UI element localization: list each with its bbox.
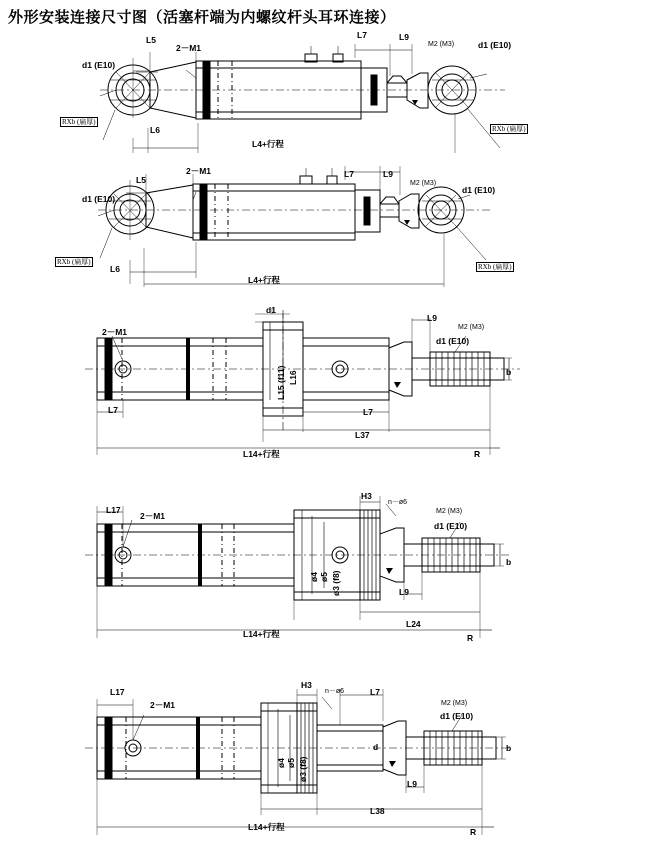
dim-label-o3-f8-5: ø3 (f8) — [298, 756, 308, 782]
note-RXb-left-2: RXb (扁厚) — [57, 258, 91, 266]
dim-label-L9-4: L9 — [399, 587, 409, 597]
dim-label-L15-f11: L15 (f11) — [276, 365, 286, 400]
note-RXb-right: RXb (扁厚) — [492, 125, 526, 133]
dim-label-R-5: R — [470, 827, 477, 837]
figure-1-clevis-mount — [0, 28, 650, 153]
dim-label-M2M3: M2 (M3) — [428, 41, 455, 48]
dim-label-2M1-3: 2－M1 — [102, 327, 128, 337]
dim-label-L16: L16 — [288, 370, 298, 385]
dim-label-L24: L24 — [406, 619, 421, 629]
dim-label-L14-stroke-3: L14+行程 — [243, 449, 280, 459]
page-title: 外形安装连接尺寸图（活塞杆端为内螺纹杆头耳环连接） — [8, 10, 396, 26]
dim-label-d1-E10-right-2: d1 (E10) — [462, 185, 496, 195]
dim-label-b-3: b — [506, 367, 512, 377]
dim-label-M2M3-4: M2 (M3) — [436, 508, 463, 515]
dim-label-R-4: R — [467, 633, 474, 643]
note-RXb-left: RXb (扁厚) — [62, 118, 96, 126]
dim-label-L7: L7 — [357, 30, 367, 40]
dim-label-2M1: 2－M1 — [176, 43, 202, 53]
figure-2-clevis-mount-variant — [0, 162, 650, 287]
figure-4-rear-flange-mount — [0, 488, 650, 653]
dim-label-d1-E10-left-2: d1 (E10) — [82, 194, 116, 204]
figure-5-intermediate-flange-mount — [0, 675, 650, 853]
dim-label-o4-4: ø4 — [309, 572, 319, 582]
dim-label-2M1-4: 2－M1 — [140, 511, 166, 521]
dim-label-o5-5: ø5 — [286, 758, 296, 768]
dim-label-L9-2: L9 — [383, 169, 393, 179]
dim-label-2M1-2: 2－M1 — [186, 166, 212, 176]
dim-label-L4-stroke-2: L4+行程 — [248, 275, 280, 285]
dim-label-L14-stroke-4: L14+行程 — [243, 629, 280, 639]
dim-label-L7-3: L7 — [363, 407, 373, 417]
figure-3-front-flange-mount — [0, 300, 650, 470]
dim-label-L17-4: L17 — [106, 505, 121, 515]
dim-label-M2M3-2: M2 (M3) — [410, 180, 437, 187]
dim-label-d1-E10-4: d1 (E10) — [434, 521, 468, 531]
dim-label-M2M3-3: M2 (M3) — [458, 324, 485, 331]
dim-label-n-o6-5: n－ø6 — [325, 688, 345, 695]
dim-label-d1-E10-right: d1 (E10) — [478, 40, 512, 50]
dim-label-d1-E10-3: d1 (E10) — [436, 336, 470, 346]
dim-label-d-5: d — [373, 742, 379, 752]
dim-label-d1-E10-5: d1 (E10) — [440, 711, 474, 721]
note-RXb-right-2: RXb (扁厚) — [478, 263, 512, 271]
dim-label-L37: L37 — [355, 430, 370, 440]
dim-label-L17-5: L17 — [110, 687, 125, 697]
dim-label-L5: L5 — [146, 35, 156, 45]
dim-label-2M1-5: 2－M1 — [150, 700, 176, 710]
dim-label-L4-stroke: L4+行程 — [252, 139, 284, 149]
dim-label-L9: L9 — [399, 32, 409, 42]
dim-label-L7-3b: L7 — [108, 405, 118, 415]
dim-label-d1-3: d1 — [266, 305, 276, 315]
dim-label-R-3: R — [474, 449, 481, 459]
dim-label-b-4: b — [506, 557, 512, 567]
dim-label-o5-4: ø5 — [319, 572, 329, 582]
dim-label-L7-2: L7 — [344, 169, 354, 179]
dim-label-H3-4: H3 — [361, 491, 372, 501]
dim-label-L38: L38 — [370, 806, 385, 816]
dim-label-o4-5: ø4 — [276, 758, 286, 768]
dim-label-b-5: b — [506, 743, 512, 753]
dim-label-L9-5: L9 — [407, 779, 417, 789]
dim-label-d1-E10-left: d1 (E10) — [82, 60, 116, 70]
dim-label-H3-5: H3 — [301, 680, 312, 690]
dim-label-M2M3-5: M2 (M3) — [441, 700, 468, 707]
dim-label-L6: L6 — [150, 125, 160, 135]
dim-label-o3-f8-4: ø3 (f8) — [331, 570, 341, 596]
dim-label-L9-3: L9 — [427, 313, 437, 323]
dim-label-n-o6-4: n－ø6 — [388, 499, 408, 506]
dim-label-L7-5: L7 — [370, 687, 380, 697]
dim-label-L14-stroke-5: L14+行程 — [248, 822, 285, 832]
dim-label-L6-2: L6 — [110, 264, 120, 274]
dim-label-L5-2: L5 — [136, 175, 146, 185]
